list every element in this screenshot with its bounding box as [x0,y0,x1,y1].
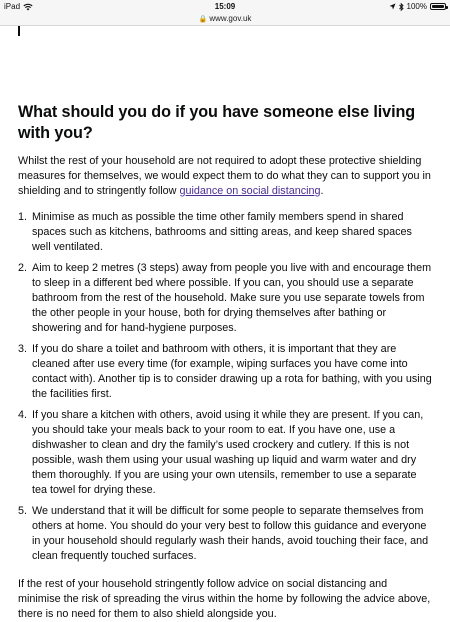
list-text: Minimise as much as possible the time other family members spend in shared spaces such as kitchens, bathrooms and sitting areas, and keep shared spaces well ventilated. [32,211,412,253]
list-item [18,504,432,564]
address-bar[interactable] [0,13,450,26]
guidance-list [18,210,432,564]
intro-paragraph [18,154,432,199]
list-item [18,261,432,336]
list-text: If you do share a toilet and bathroom with others, it is important that they are cleaned after use every time (for example, wiping surfaces you have come into contact with). Another tip is to consider drawing up a rota for bathing, with you using the facilities first. [32,343,432,400]
article-content [0,26,450,622]
list-number: 4. [18,409,28,421]
intro-text: Whilst the rest of your household are not required to adopt these protective shielding measures for themselves, we would expect them to do what they can to support you in shielding and to stringently follow [18,155,431,197]
status-time: 15:09 [214,2,236,11]
list-item [18,342,432,402]
closing-paragraph: If the rest of your household stringently follow advice on social distancing and minimise the risk of spreading the virus within the home by following the advice above, there is no need for them to also shield alongside you. [18,578,431,620]
lock-icon: 🔒 [198,16,208,23]
list-text: We understand that it will be difficult for some people to separate themselves from others at home. You should do your very best to follow this guidance and everyone in your household should regularly wash their hands, avoid touching their face, and clean frequently touched surfaces. [32,505,429,562]
battery-percent: 100% [406,2,427,11]
list-text: Aim to keep 2 metres (3 steps) away from people you live with and encourage them to sleep in a different bed where possible. If you can, you should use a separate bathroom from the rest of the household. Make sure you use separate towels from the other people in your house, both for drying themselves after bathing or showering and for hand-hygiene purposes. [32,262,432,334]
intro-end: . [320,185,324,197]
device-name: iPad [4,2,21,11]
social-distancing-link[interactable]: guidance on social distancing [179,185,321,197]
status-right [389,0,446,13]
url-text: www.gov.uk [209,14,252,23]
list-text: If you share a kitchen with others, avoid using it while they are present. If you can, you should take your meals back to your room to eat. If you have one, use a dishwasher to clean and dry the family’s used crockery and cutlery. If this is not possible, wash them using your usual washing up liquid and warm water and dry them thoroughly. If you are using your own utensils, remember to use a separate tea towel for drying these. [32,409,424,496]
scroll-marker [18,26,20,36]
battery-icon [430,3,446,10]
list-number: 5. [18,505,28,517]
list-number: 2. [18,262,28,274]
list-number: 1. [18,211,28,223]
list-number: 3. [18,343,28,355]
list-item [18,408,432,498]
status-bar [0,0,450,13]
location-arrow-icon [389,3,396,10]
bluetooth-icon [399,3,404,11]
section-heading: What should you do if you have someone else living with you? [18,103,416,142]
list-item [18,210,432,255]
